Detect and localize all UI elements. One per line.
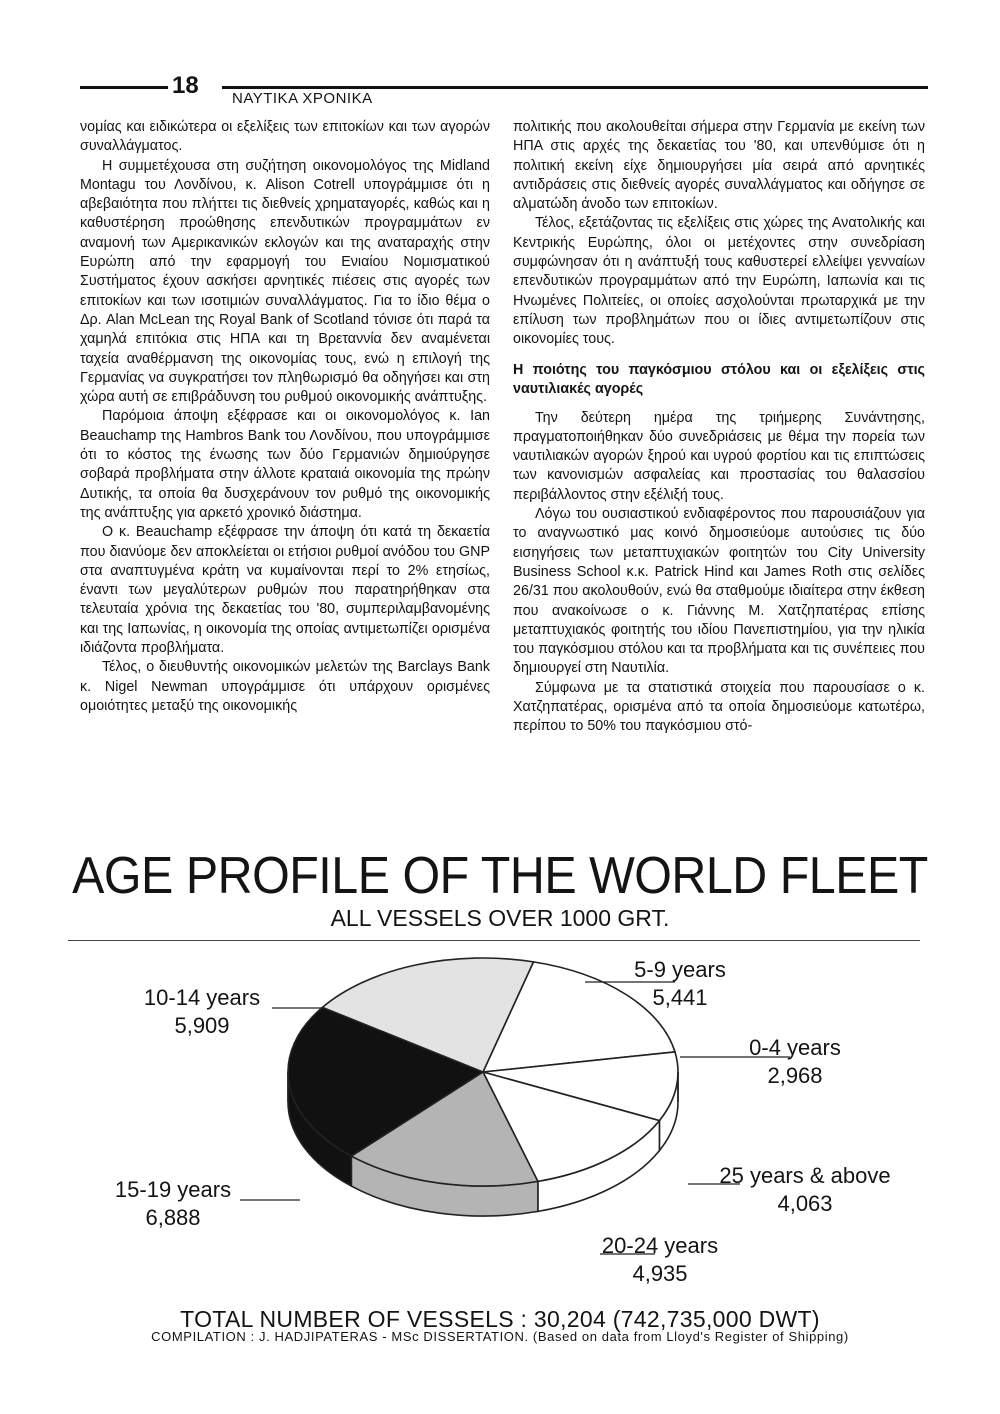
left-paragraph-4: Ο κ. Beauchamp εξέφρασε την άποψη ότι κατά τη δεκαετία που διανύομε δεν αποκλείεται οι ετήσιοι ρυθμοί ανόδου του GNP στα αναπτυγμένα κράτη να κυμαίνονται περί το 2% ετησίως, έναντι των μεγαλύτερων ρυθμών που παρατηρήθηκαν στα τελευταία χρόνια της δεκαετίας του '80, συμπεριλαμβανομένης και της Ιαπωνίας, η οικονομία της οποίας αντιμετωπίζει ορισμένα ιδιάζοντα προβλήματα. — [80, 524, 490, 657]
right-column — [513, 118, 925, 737]
right-paragraph-2: Τέλος, εξετάζοντας τις εξελίξεις στις χώρες της Ανατολικής και Κεντρικής Ευρώπης, όλοι οι μετέχοντες στην συνεδρίαση συμφώνησαν ότι η ανάπτυξή τους καθυστερεί ελλείψει γενναίων επενδυτικών προγραμμάτων από την Ευρώπη, Ιαπωνία και τις Ηνωμένες Πολιτείες, οι οποίες ασχολούνται πρωταρχικά με την επίλυση των προβλημάτων που οι ίδιες αντιμετωπίζουν στις οικονομίες τους. — [513, 215, 925, 348]
left-paragraph-5: Τέλος, ο διευθυντής οικονομικών μελετών της Barclays Bank κ. Nigel Newman υπογράμμισε ότι υπάρχουν ορισμένες ομοιότητες μεταξύ της οικονομικής — [80, 659, 490, 714]
pie-value-label: 2,968 — [767, 1063, 823, 1088]
chart-source: COMPILATION : J. HADJIPATERAS - MSc DISSERTATION. (Based on data from Lloyd's Register of Shipping) — [151, 1329, 849, 1344]
pie-label-20-24-years — [570, 1232, 750, 1288]
section-heading: Η ποιότης του παγκόσμιου στόλου και οι εξελίξεις στις ναυτιλιακές αγορές — [513, 361, 925, 397]
left-column — [80, 118, 490, 716]
pie-label-25-years-above — [715, 1162, 895, 1218]
pie-value-label: 6,888 — [145, 1205, 201, 1230]
header-rule-left — [80, 86, 168, 89]
right-paragraph-1: πολιτικής που ακολουθείται σήμερα στην Γερμανία με εκείνη των ΗΠΑ στις αρχές της δεκαετίας του '80, και υπενθύμισε ότι η πολιτική εκείνη είχε δημιουργήσει μία σειρά από αρνητικές αντιδράσεις στις διεθνείς αγορές συναλλάγματος και οδήγησε σε αλματώδη άνοδο των επιτοκίων. — [513, 119, 925, 213]
pie-label-10-14-years — [112, 984, 292, 1040]
pie-value-label: 4,935 — [632, 1261, 688, 1286]
pie-value-label: 4,063 — [777, 1191, 833, 1216]
pie-value-label: 5,909 — [174, 1013, 230, 1038]
left-paragraph-2: Η συμμετέχουσα στη συζήτηση οικονομολόγος της Midland Montagu του Λονδίνου, κ. Alison Cotrell υπογράμμισε ότι η αβεβαιότητα που πλήττει τις διεθνείς χρηματαγορές, καθώς και η καθυστέρηση προώθησης επενδυτικών προγραμμάτων εν αναμονή των Αμερικανικών εκλογών και της αναταραχής στην Ευρώπη από την εφαρμογή του Ενιαίου Νομισματικού Συστήματος έχουν ασκήσει αρνητικές πιέσεις στις αγορές των επιτοκίων και των ισοτιμιών συναλλάγματος. Για το ίδιο θέμα ο Δρ. Alan McLean της Royal Bank of Scotland τόνισε ότι παρά τα χαμηλά επιτόκια στις ΗΠΑ και τη Βρεταννία δεν αναμένεται ταχεία αναθέρμανση της οικονομίας τους, ενώ η επιλογή της Γερμανίας να συγκρατήσει τον πληθωρισμό θα οδηγήσει και στη χώρα αυτή σε επιβράδυνση του ρυθμού οικονομικής ανάπτυξης. — [80, 157, 490, 406]
pie-label-15-19-years — [83, 1176, 263, 1232]
pie-category-label: 25 years & above — [719, 1163, 891, 1188]
pie-category-label: 15-19 years — [114, 1177, 232, 1202]
running-title: ΝΑΥΤΙΚΑ ΧΡΟΝΙΚΑ — [232, 90, 373, 107]
right-paragraph-4: Λόγω του ουσιαστικού ενδιαφέροντος που παρουσιάζουν για το αναγνωστικό μας κοινό δημοσιεύομε αυτούσιες τις δύο εισηγήσεις των μεταπτυχιακών φοιτητών του City University Business School κ.κ. Patrick Hind και James Roth στις σελίδες 26/31 που ακολουθούν, ενώ θα σταθμούμε ιδιαίτερα στην έκθεση που ανακοίνωσε ο κ. Γιάννης Μ. Χατζηπατέρας επίσης μεταπτυχιακός φοιτητής του ιδίου Πανεπιστημίου, για την ηλικία του παγκόσμιου στόλου και τα προβλήματα και τις συνέπειες που δημιουργεί στη Ναυτιλία. — [513, 506, 925, 677]
pie-value-label: 5,441 — [652, 985, 708, 1010]
header-rule-right — [222, 86, 928, 89]
chart-total: TOTAL NUMBER OF VESSELS : 30,204 (742,735,000 DWT) — [180, 1306, 820, 1332]
page-number: 18 — [172, 72, 199, 99]
chart-subtitle: ALL VESSELS OVER 1000 GRT. — [330, 905, 670, 931]
pie-category-label: 0-4 years — [749, 1035, 841, 1060]
chart-title: AGE PROFILE OF THE WORLD FLEET — [72, 847, 928, 905]
right-paragraph-3: Την δεύτερη ημέρα της τριήμερης Συνάντησης, πραγματοποιήθηκαν δύο συνεδριάσεις με θέμα την πορεία των ναυτιλιακών αγορών ξηρού και υγρού φορτίου και τις επιπτώσεις των κανονισμών ασφαλείας και προστασίας του θαλασσίου περιβάλλοντος στην εξέλιξή τους. — [513, 409, 925, 503]
left-paragraph-1: νομίας και ειδικώτερα οι εξελίξεις των επιτοκίων και των αγορών συναλλάγματος. — [80, 119, 490, 155]
pie-label-5-9-years — [590, 956, 770, 1012]
pie-category-label: 20-24 years — [601, 1233, 719, 1258]
pie-category-label: 5-9 years — [634, 957, 726, 982]
left-paragraph-3: Παρόμοια άποψη εξέφρασε και οι οικονομολόγος κ. Ian Beauchamp της Hambros Bank του Λονδίνου, που υπογράμμισε ότι το κόστος της ένωσης των δύο Γερμανιών δημιούργησε σοβαρά προβλήματα στην άλλοτε κραταιά οικονομία της πρώην Δυτικής, τα οποία θα δυσχεράνουν τον ρυθμό της οικονομικής της ανάπτυξης για αρκετό χρονικό διάστημα. — [80, 408, 490, 521]
pie-label-0-4-years — [705, 1034, 885, 1090]
pie-category-label: 10-14 years — [143, 985, 261, 1010]
right-paragraph-5: Σύμφωνα με τα στατιστικά στοιχεία που παρουσίασε ο κ. Χατζηπατέρας, ορισμένα από τα οποία δημοσιεύομε κατωτέρω, περίπου το 50% του παγκόσμιου στό- — [513, 679, 925, 735]
